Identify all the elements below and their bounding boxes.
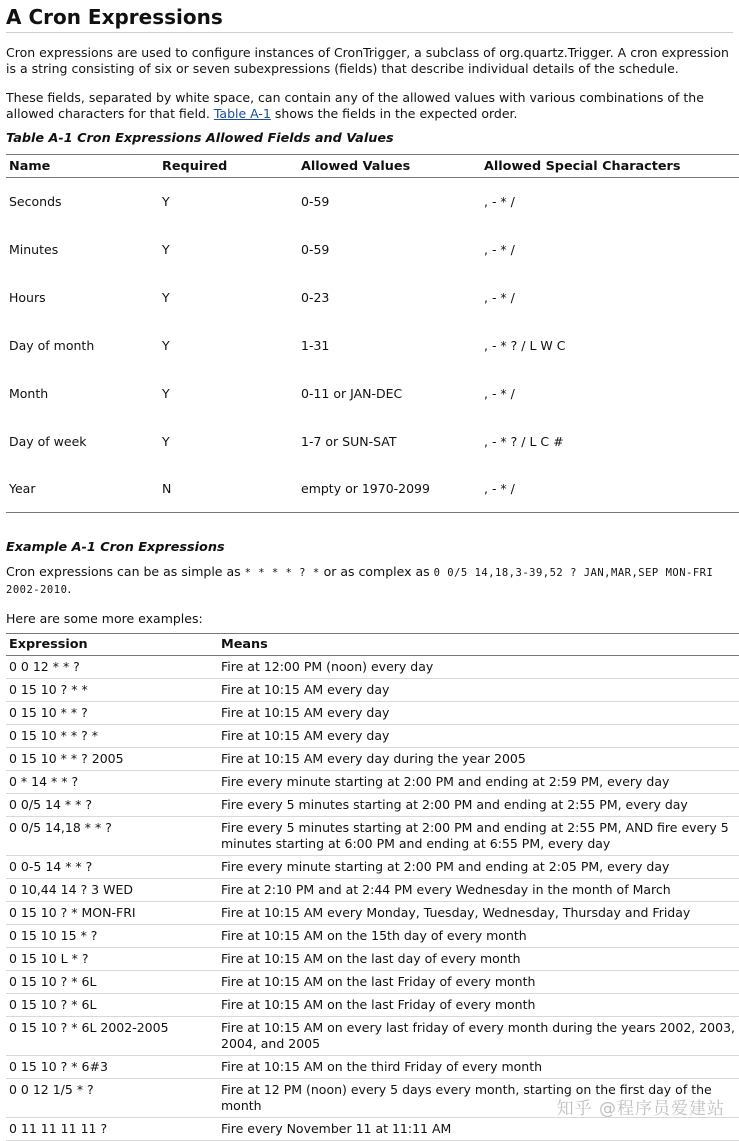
means-cell: Fire every 5 minutes starting at 2:00 PM and ending at 2:55 PM, AND fire every 5 minutes starting at 6:00 PM and ending at 6:55 PM, every day [218, 817, 739, 856]
example-row [6, 656, 739, 679]
field-values-cell: 0-23 [301, 290, 330, 305]
expression-cell: 0 * 14 * * ? [6, 771, 218, 794]
field-name-cell: Year [9, 481, 36, 497]
example-row [6, 856, 739, 879]
field-row [6, 466, 739, 513]
example-row [6, 1017, 739, 1056]
example-caption: Example A-1 Cron Expressions [6, 540, 225, 555]
field-required-cell: Y [162, 434, 170, 449]
header-expression: Expression [6, 634, 218, 656]
field-row [6, 370, 739, 418]
header-special-characters: Allowed Special Characters [481, 155, 739, 178]
example-row [6, 748, 739, 771]
example-text-end: . [67, 581, 72, 596]
field-row [6, 418, 739, 466]
means-cell: Fire at 10:15 AM on the last day of every month [218, 948, 739, 971]
title-divider [6, 32, 733, 33]
means-cell: Fire at 10:15 AM every day [218, 679, 739, 702]
expression-cell: 0 15 10 * * ? 2005 [6, 748, 218, 771]
simple-cron-code: * * * * ? * [244, 567, 320, 579]
field-required-cell: N [162, 481, 172, 497]
field-values-cell: 1-7 or SUN-SAT [301, 434, 397, 449]
field-name-cell: Day of week [9, 434, 87, 449]
means-cell: Fire at 10:15 AM every day [218, 725, 739, 748]
field-values-cell: empty or 1970-2099 [301, 481, 430, 497]
example-row [6, 817, 739, 856]
example-row [6, 925, 739, 948]
means-cell: Fire at 12 PM (noon) every 5 days every month, starting on the first day of the month [218, 1079, 739, 1118]
example-text-simple: Cron expressions can be as simple as [6, 564, 245, 579]
means-cell: Fire every November 11 at 11:11 AM [218, 1118, 739, 1141]
example-row [6, 994, 739, 1017]
examples-table-body [6, 656, 739, 1141]
examples-table-header [6, 634, 739, 656]
means-cell: Fire at 10:15 AM on every last friday of every month during the years 2002, 2003, 2004, and 2005 [218, 1017, 739, 1056]
field-values-cell: 0-59 [301, 194, 330, 210]
example-row [6, 879, 739, 902]
means-cell: Fire at 10:15 AM every day during the year 2005 [218, 748, 739, 771]
fields-table-body [6, 178, 739, 513]
field-required-cell: Y [162, 194, 170, 210]
table-a1-link[interactable]: Table A-1 [213, 106, 271, 121]
expression-cell: 0 0 12 * * ? [6, 656, 218, 679]
means-cell: Fire at 10:15 AM every Monday, Tuesday, Wednesday, Thursday and Friday [218, 902, 739, 925]
intro-paragraph-1: Cron expressions are used to configure instances of CronTrigger, a subclass of org.quartz.Trigger. A cron expression is a string consisting of six or seven subexpressions (fields) that describe individual details of the schedule. [6, 45, 729, 76]
examples-table [6, 633, 739, 1141]
means-cell: Fire at 10:15 AM on the last Friday of every month [218, 971, 739, 994]
expression-cell: 0 15 10 ? * * [6, 679, 218, 702]
example-row [6, 771, 739, 794]
expression-cell: 0 15 10 L * ? [6, 948, 218, 971]
expression-cell: 0 15 10 * * ? * [6, 725, 218, 748]
intro-p2-after: shows the fields in the expected order. [270, 106, 518, 121]
field-values-cell: 1-31 [301, 338, 330, 353]
field-name-cell: Seconds [9, 194, 62, 210]
fields-table [6, 154, 739, 513]
example-row [6, 902, 739, 925]
example-row [6, 971, 739, 994]
field-special-cell: , - * / [484, 290, 515, 305]
expression-cell: 0 15 10 ? * MON-FRI [6, 902, 218, 925]
field-row [6, 274, 739, 322]
field-values-cell: 0-11 or JAN-DEC [301, 386, 403, 401]
fields-table-header [6, 155, 739, 178]
field-special-cell: , - * ? / L C # [484, 434, 564, 449]
page-title: A Cron Expressions [6, 5, 223, 29]
means-cell: Fire at 12:00 PM (noon) every day [218, 656, 739, 679]
means-cell: Fire every minute starting at 2:00 PM and ending at 2:05 PM, every day [218, 856, 739, 879]
field-name-cell: Hours [9, 290, 46, 305]
expression-cell: 0 0/5 14,18 * * ? [6, 817, 218, 856]
expression-cell: 0 0-5 14 * * ? [6, 856, 218, 879]
example-row [6, 794, 739, 817]
header-name: Name [6, 155, 159, 178]
means-cell: Fire at 10:15 AM on the 15th day of every month [218, 925, 739, 948]
field-special-cell: , - * / [484, 242, 515, 257]
field-required-cell: Y [162, 338, 170, 353]
example-paragraph [6, 564, 733, 598]
means-cell: Fire every minute starting at 2:00 PM and ending at 2:59 PM, every day [218, 771, 739, 794]
intro-paragraph-2 [6, 90, 733, 122]
expression-cell: 0 11 11 11 11 ? [6, 1118, 218, 1141]
field-row [6, 178, 739, 226]
expression-cell: 0 15 10 ? * 6L [6, 971, 218, 994]
intro-p2-before: These fields, separated by white space, can contain any of the allowed values with various combinations of the allowed characters for that field. [6, 90, 704, 121]
header-means: Means [218, 634, 739, 656]
expression-cell: 0 0 12 1/5 * ? [6, 1079, 218, 1118]
field-values-cell: 0-59 [301, 242, 330, 257]
field-special-cell: , - * ? / L W C [484, 338, 566, 353]
expression-cell: 0 15 10 * * ? [6, 702, 218, 725]
field-row [6, 322, 739, 370]
means-cell: Fire every 5 minutes starting at 2:00 PM and ending at 2:55 PM, every day [218, 794, 739, 817]
example-row [6, 1056, 739, 1079]
expression-cell: 0 15 10 ? * 6#3 [6, 1056, 218, 1079]
field-name-cell: Minutes [9, 242, 59, 257]
field-name-cell: Month [9, 386, 49, 401]
header-required: Required [159, 155, 298, 178]
more-examples-text: Here are some more examples: [6, 611, 203, 626]
field-required-cell: Y [162, 386, 170, 401]
means-cell: Fire at 10:15 AM every day [218, 702, 739, 725]
expression-cell: 0 0/5 14 * * ? [6, 794, 218, 817]
field-special-cell: , - * / [484, 386, 515, 401]
example-row [6, 725, 739, 748]
example-row [6, 679, 739, 702]
header-allowed-values: Allowed Values [298, 155, 481, 178]
expression-cell: 0 15 10 ? * 6L 2002-2005 [6, 1017, 218, 1056]
means-cell: Fire at 2:10 PM and at 2:44 PM every Wednesday in the month of March [218, 879, 739, 902]
expression-cell: 0 15 10 ? * 6L [6, 994, 218, 1017]
expression-cell: 0 10,44 14 ? 3 WED [6, 879, 218, 902]
complex-cron-code: 0 0/5 14,18,3-39,52 ? JAN,MAR,SEP MON-FRI 2002-2010 [6, 567, 714, 596]
example-row [6, 1118, 739, 1141]
expression-cell: 0 15 10 15 * ? [6, 925, 218, 948]
example-row [6, 702, 739, 725]
means-cell: Fire at 10:15 AM on the last Friday of every month [218, 994, 739, 1017]
field-required-cell: Y [162, 290, 170, 305]
example-row [6, 948, 739, 971]
table1-caption: Table A-1 Cron Expressions Allowed Fields and Values [6, 131, 394, 146]
field-required-cell: Y [162, 242, 170, 257]
field-row [6, 226, 739, 274]
field-special-cell: , - * / [484, 481, 515, 497]
example-text-complex: or as complex as [319, 564, 434, 579]
watermark: 知乎 @程序员爱建站 [556, 1099, 725, 1119]
means-cell: Fire at 10:15 AM on the third Friday of every month [218, 1056, 739, 1079]
field-special-cell: , - * / [484, 194, 515, 210]
field-name-cell: Day of month [9, 338, 95, 353]
